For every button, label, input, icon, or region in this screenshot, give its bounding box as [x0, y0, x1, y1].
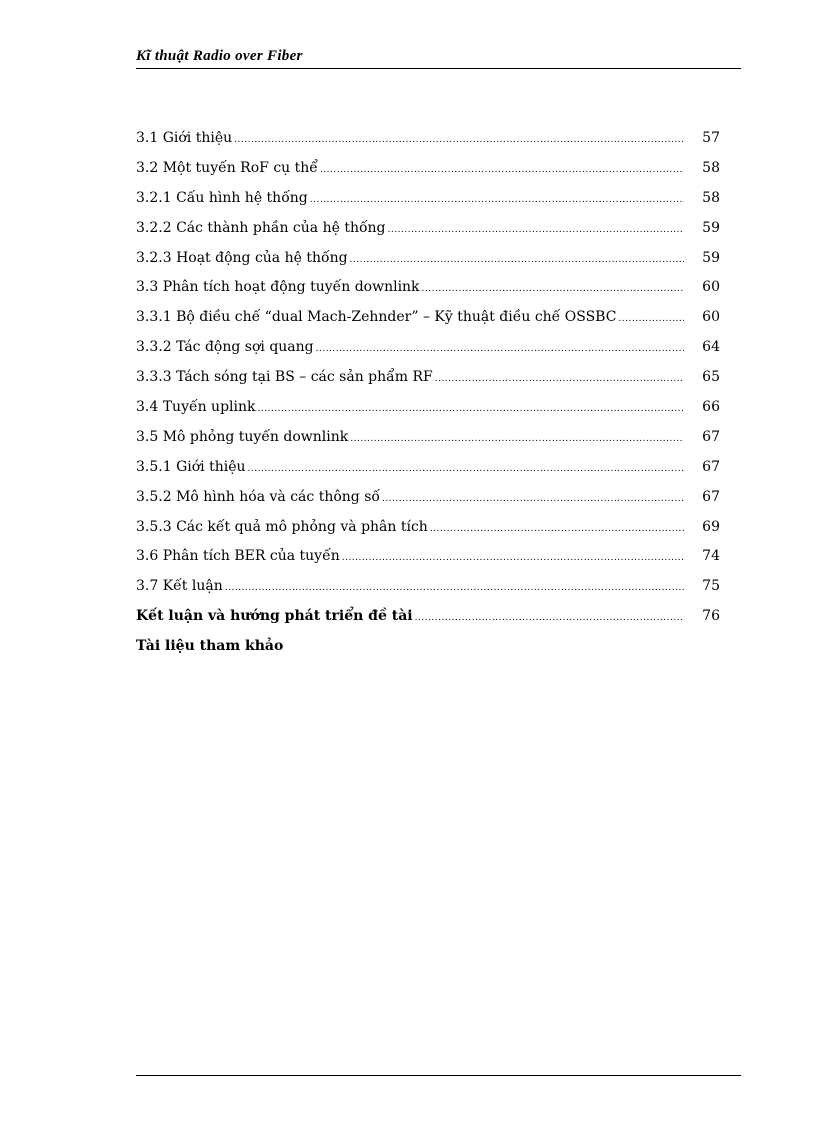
- footer-rule: [136, 1075, 741, 1076]
- running-header-title: Kĩ thuật Radio over Fiber: [136, 48, 303, 64]
- toc-entry-label: 3.5.2 Mô hình hóa và các thông số: [136, 488, 380, 505]
- toc-entry-page: 69: [702, 518, 720, 535]
- toc-entry-label: 3.3 Phân tích hoạt động tuyến downlink: [136, 279, 420, 296]
- toc-leader-dots: [258, 404, 685, 414]
- toc-entry-page: 60: [702, 279, 720, 296]
- toc-entry-page: 57: [702, 130, 720, 146]
- toc-entry-label: 3.2.2 Các thành phần của hệ thống: [136, 219, 386, 236]
- toc-entry-label: 3.2 Một tuyến RoF cụ thể: [136, 159, 318, 176]
- toc-entry-label: 3.3.2 Tác động sợi quang: [136, 339, 314, 356]
- toc-leader-dots: [415, 613, 684, 623]
- toc-entry[interactable]: [136, 369, 720, 399]
- toc-entry[interactable]: [136, 489, 720, 519]
- toc-entry-page: 64: [702, 339, 720, 356]
- toc-leader-dots: [225, 583, 684, 593]
- toc-entry[interactable]: [136, 309, 720, 339]
- table-of-contents: [136, 130, 720, 668]
- toc-entry-label: 3.7 Kết luận: [136, 578, 223, 595]
- toc-entry-label: 3.5.1 Giới thiệu: [136, 458, 246, 475]
- toc-leader-dots: [320, 165, 684, 175]
- toc-leader-dots: [350, 434, 684, 444]
- toc-leader-dots: [310, 195, 684, 205]
- toc-entry-label: 3.2.1 Cấu hình hệ thống: [136, 189, 308, 206]
- toc-entry[interactable]: [136, 578, 720, 608]
- toc-entry-page: 67: [702, 458, 720, 475]
- toc-entry-page: 66: [702, 399, 720, 416]
- toc-entry-page: 65: [702, 369, 720, 386]
- toc-entry-page: 60: [702, 309, 720, 326]
- toc-leader-dots: [342, 553, 684, 563]
- toc-leader-dots: [316, 344, 684, 354]
- toc-entry[interactable]: [136, 130, 720, 160]
- toc-leader-dots: [435, 374, 684, 384]
- toc-leader-dots: [234, 135, 684, 145]
- toc-entry-page: 58: [702, 159, 720, 176]
- toc-entry-label: Tài liệu tham khảo: [136, 638, 284, 655]
- toc-entry[interactable]: [136, 429, 720, 459]
- toc-entry-label: 3.1 Giới thiệu: [136, 130, 233, 146]
- toc-leader-dots: [388, 225, 684, 235]
- toc-leader-dots: [430, 524, 684, 534]
- toc-entry[interactable]: [136, 519, 720, 549]
- toc-entry-page: 59: [702, 249, 720, 266]
- toc-entry-label: 3.3.1 Bộ điều chế “dual Mach-Zehnder” – Kỹ thuật điều chế OSSBC: [136, 309, 617, 326]
- toc-entry[interactable]: [136, 160, 720, 190]
- toc-leader-dots: [248, 464, 684, 474]
- toc-leader-dots: [422, 284, 684, 294]
- toc-entry[interactable]: [136, 638, 720, 668]
- toc-entry-page: 76: [702, 608, 720, 625]
- toc-entry[interactable]: [136, 608, 720, 638]
- header-rule: [136, 68, 741, 69]
- toc-entry[interactable]: [136, 548, 720, 578]
- toc-entry-label: 3.4 Tuyến uplink: [136, 399, 256, 416]
- toc-entry-page: 67: [702, 428, 720, 445]
- toc-entry[interactable]: [136, 250, 720, 280]
- toc-leader-dots: [382, 494, 684, 504]
- toc-entry-label: 3.3.3 Tách sóng tại BS – các sản phẩm RF: [136, 369, 433, 386]
- toc-entry[interactable]: [136, 399, 720, 429]
- toc-entry-page: 74: [702, 548, 720, 565]
- toc-entry[interactable]: [136, 220, 720, 250]
- toc-entry[interactable]: [136, 190, 720, 220]
- toc-entry-label: 3.6 Phân tích BER của tuyến: [136, 548, 340, 565]
- toc-entry-page: 58: [702, 189, 720, 206]
- toc-entry-label: 3.2.3 Hoạt động của hệ thống: [136, 249, 348, 266]
- toc-entry-label: Kết luận và hướng phát triển đề tài: [136, 608, 413, 625]
- toc-leader-dots: [618, 314, 684, 324]
- toc-entry[interactable]: [136, 459, 720, 489]
- toc-entry-page: 59: [702, 219, 720, 236]
- toc-entry[interactable]: [136, 279, 720, 309]
- toc-entry[interactable]: [136, 339, 720, 369]
- toc-entry-page: 75: [702, 578, 720, 595]
- toc-entry-label: 3.5.3 Các kết quả mô phỏng và phân tích: [136, 518, 428, 535]
- toc-leader-dots: [350, 255, 684, 265]
- toc-entry-page: 67: [702, 488, 720, 505]
- toc-entry-label: 3.5 Mô phỏng tuyến downlink: [136, 428, 349, 445]
